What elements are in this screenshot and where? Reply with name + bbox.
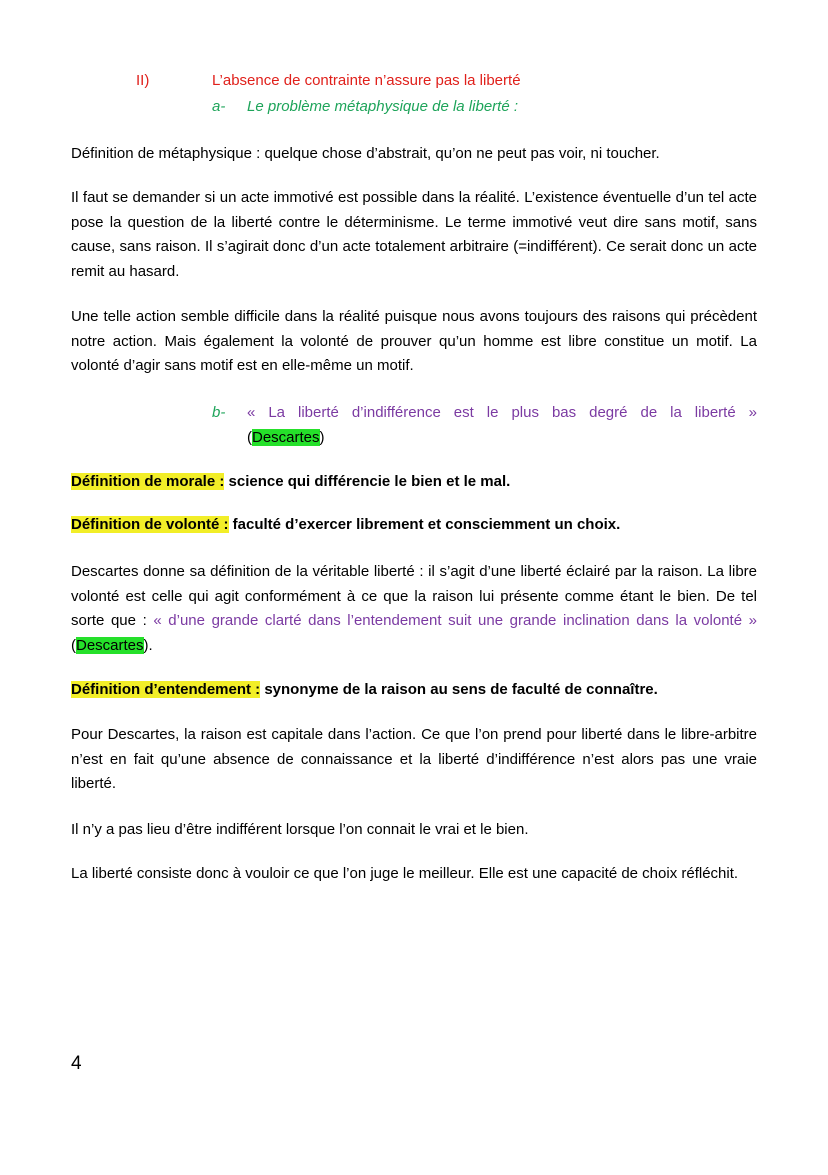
definition-morale-text: science qui différencie le bien et le mal. [224, 473, 511, 490]
definition-entendement-text: synonyme de la raison au sens de faculté de connaître. [260, 681, 658, 698]
quote-b-author: Descartes [252, 429, 320, 446]
paragraph-indifferent: Il n’y a pas lieu d’être indifférent lorsque l’on connait le vrai et le bien. [71, 821, 529, 838]
paragraph-raison-capitale: Pour Descartes, la raison est capitale dans l’action. Ce que l’on prend pour liberté dans le libre-arbitre n’est en fait qu’une absence de connaissance et la liberté d’indifférence n’est alors pas une vraie liberté. [71, 726, 757, 792]
paragraph-metaphysique: Définition de métaphysique : quelque chose d’abstrait, qu’on ne peut pas voir, ni toucher. [71, 145, 660, 162]
definition-entendement [71, 678, 757, 703]
subsection-a-letter: a- [212, 98, 226, 115]
definition-volonte [71, 513, 757, 538]
quote-b-author-line [247, 429, 325, 446]
quote-block-b [212, 400, 757, 450]
definition-morale-label: Définition de morale : [71, 473, 225, 490]
descartes-paren-open: ( [71, 636, 76, 654]
page-number: 4 [71, 1053, 82, 1074]
paragraph-liberte-consiste: La liberté consiste donc à vouloir ce que l’on juge le meilleur. Elle est une capacité de choix réfléchit. [71, 865, 739, 882]
descartes-author: Descartes [76, 636, 144, 654]
definition-volonte-text: faculté d’exercer librement et consciemment un choix. [228, 516, 621, 533]
paragraph-descartes-definition [71, 560, 757, 658]
descartes-intro: Descartes donne sa définition de la véritable liberté : il s’agit d’une liberté éclairé par la raison. La libre volonté est celle qui agit conformément à ce que la raison lui présente comme étant le bien. De tel sorte que : [71, 563, 757, 629]
subsection-b-letter: b- [212, 404, 226, 421]
definition-morale [71, 470, 757, 495]
quote-b-text: « La liberté d’indifférence est le plus bas degré de la liberté » [247, 404, 757, 421]
definition-entendement-label: Définition d’entendement : [71, 681, 261, 698]
subsection-a-title: Le problème métaphysique de la liberté : [247, 98, 518, 115]
descartes-quote: « d’une grande clarté dans l’entendement suit une grande inclination dans la volonté » [153, 612, 757, 629]
descartes-paren-close: ). [143, 636, 153, 654]
definition-volonte-label: Définition de volonté : [71, 516, 229, 533]
paragraph-action-difficile: Une telle action semble difficile dans la réalité puisque nous avons toujours des raisons qui précèdent notre action. Mais également la volonté de prouver qu’un homme est libre constitue un motif. La volonté d’agir sans motif est en elle-même un motif. [71, 308, 757, 374]
section-number: II) [136, 72, 150, 89]
paragraph-acte-immotive: Il faut se demander si un acte immotivé est possible dans la réalité. L’existence éventuelle d’un tel acte pose la question de la liberté contre le déterminisme. Le terme immotivé veut dire sans motif, sans cause, sans raison. Il s’agirait donc d’un acte totalement arbitraire (=indifférent). Ce serait donc un acte remit au hasard. [71, 189, 757, 280]
paren-close: ) [319, 429, 325, 446]
paren-open: ( [247, 429, 252, 446]
section-title: L’absence de contrainte n’assure pas la liberté [212, 72, 521, 89]
